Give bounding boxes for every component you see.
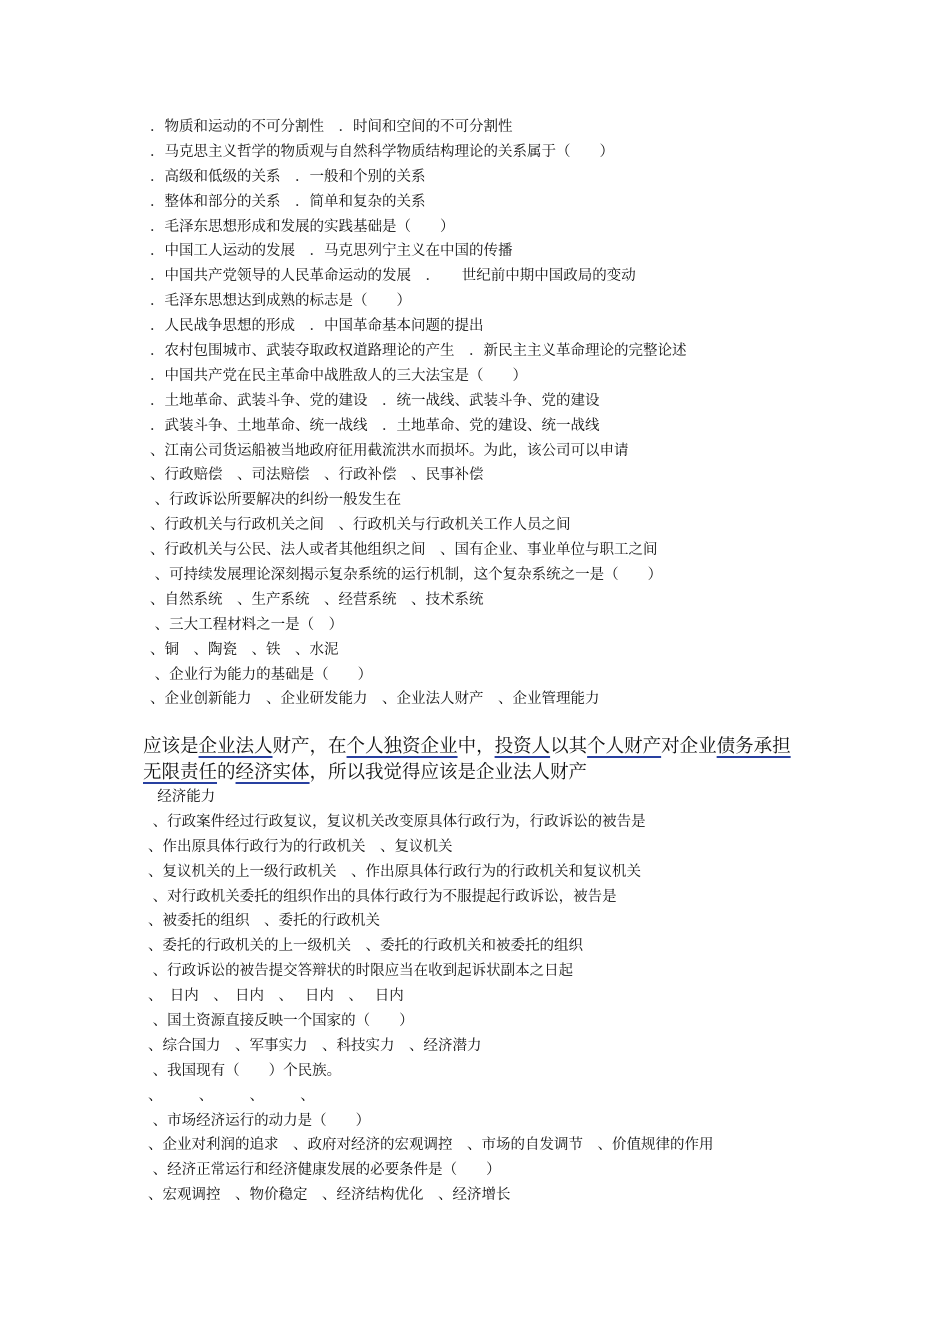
note-part: 财产，在 [272,736,347,757]
text-line: 、行政诉讼所要解决的纠纷一般发生在 [150,492,402,509]
text-line: 、企业对利润的追求 、政府对经济的宏观调控 、市场的自发调节 、价值规律的作用 [148,1137,714,1154]
note-part-underlined: 经济实体 [235,762,310,783]
text-line: ．人民战争思想的形成 ．中国革命基本问题的提出 [150,318,484,335]
note-part-underlined: 投资人 [494,736,551,757]
text-line: 、行政赔偿 、司法赔偿 、行政补偿 、民事补偿 [150,467,484,484]
text-line: 、综合国力 、军事实力 、科技实力 、经济潜力 [148,1037,482,1054]
question-list-top [150,115,850,712]
text-line: 、行政机关与行政机关之间 、行政机关与行政机关工作人员之间 [150,517,571,534]
text-line: 、企业行为能力的基础是（ ） [150,666,373,683]
text-line: 、可持续发展理论深刻揭示复杂系统的运行机制，这个复杂系统之一是（ ） [150,567,663,584]
text-line: 、经济正常运行和经济健康发展的必要条件是（ ） [148,1162,501,1179]
note-part-underlined: 无限责任 [143,762,218,783]
text-line: 、江南公司货运船被当地政府征用截流洪水而损坏。为此，该公司可以申请 [150,442,629,459]
note-part-underlined: 企业法人 [198,736,273,757]
text-line: 、三大工程材料之一是（ ） [150,616,344,633]
note-part: ，所以我觉得应该是企业法人财产 [309,762,588,783]
text-line: ．毛泽东思想达到成熟的标志是（ ） [150,293,411,310]
note-part-underlined: 债务承担 [716,736,791,757]
text-line: 、委托的行政机关的上一级机关 、委托的行政机关和被委托的组织 [148,938,583,955]
text-line: 、作出原具体行政行为的行政机关 、复议机关 [148,838,453,855]
note-part: 以其 [550,736,588,757]
text-line: 、自然系统 、生产系统 、经营系统 、技术系统 [150,591,484,608]
text-line: 、行政案件经过行政复议，复议机关改变原具体行政行为，行政诉讼的被告是 [148,813,646,830]
text-line: ．中国共产党在民主革命中战胜敌人的三大法宝是（ ） [150,367,527,384]
text-line: ．高级和低级的关系 ．一般和个别的关系 [150,168,426,185]
note-part-underlined: 个人独资企业 [346,736,458,757]
text-line: 、企业创新能力 、企业研发能力 、企业法人财产 、企业管理能力 [150,691,600,708]
text-line: ．中国共产党领导的人民革命运动的发展 ． 世纪前中期中国政局的变动 [150,268,636,285]
text-line: 、复议机关的上一级行政机关 、作出原具体行政行为的行政机关和复议机关 [148,863,641,880]
text-line: 、市场经济运行的动力是（ ） [148,1112,371,1129]
note-part: 中， [457,736,495,757]
text-line: 、对行政机关委托的组织作出的具体行政行为不服提起行政诉讼，被告是 [148,888,617,905]
text-line: 、宏观调控 、物价稳定 、经济结构优化 、经济增长 [148,1187,511,1204]
note-part: 对企业 [661,736,717,757]
note-part-underlined: 个人财产 [587,736,662,757]
text-line: 、 日内 、 日内 、 日内 、 日内 [148,988,404,1005]
text-line: 、行政诉讼的被告提交答辩状的时限应当在收到起诉状副本之日起 [148,963,574,980]
text-line: ．物质和运动的不可分割性 ．时间和空间的不可分割性 [150,119,513,135]
text-line: ．农村包围城市、武装夺取政权道路理论的产生 ．新民主主义革命理论的完整论述 [150,343,687,360]
text-line: ．马克思主义哲学的物质观与自然科学物质结构理论的关系属于（ ） [150,143,614,160]
note-part: 应该是 [143,736,199,757]
text-line: 、我国现有（ ）个民族。 [148,1062,342,1079]
text-line: 、铜 、陶瓷 、铁 、水泥 [150,641,339,658]
question-list-bottom [148,785,848,1208]
text-line: ．中国工人运动的发展 ．马克思列宁主义在中国的传播 [150,243,513,260]
text-line: 、国土资源直接反映一个国家的（ ） [148,1013,414,1030]
text-line: 、 、 、 、 [148,1087,315,1104]
text-line: ．土地革命、武装斗争、党的建设 ．统一战线、武装斗争、党的建设 [150,392,600,409]
text-line: ．整体和部分的关系 ．简单和复杂的关系 [150,193,426,210]
text-line: ．毛泽东思想形成和发展的实践基础是（ ） [150,218,455,235]
note-part: 的 [217,762,236,783]
text-line: 、行政机关与公民、法人或者其他组织之间 、国有企业、事业单位与职工之间 [150,542,658,559]
handwritten-note [143,734,823,786]
text-line: 、被委托的组织 、委托的行政机关 [148,913,380,930]
text-line: 经济能力 [148,789,216,805]
text-line: ．武装斗争、土地革命、统一战线 ．土地革命、党的建设、统一战线 [150,417,600,434]
